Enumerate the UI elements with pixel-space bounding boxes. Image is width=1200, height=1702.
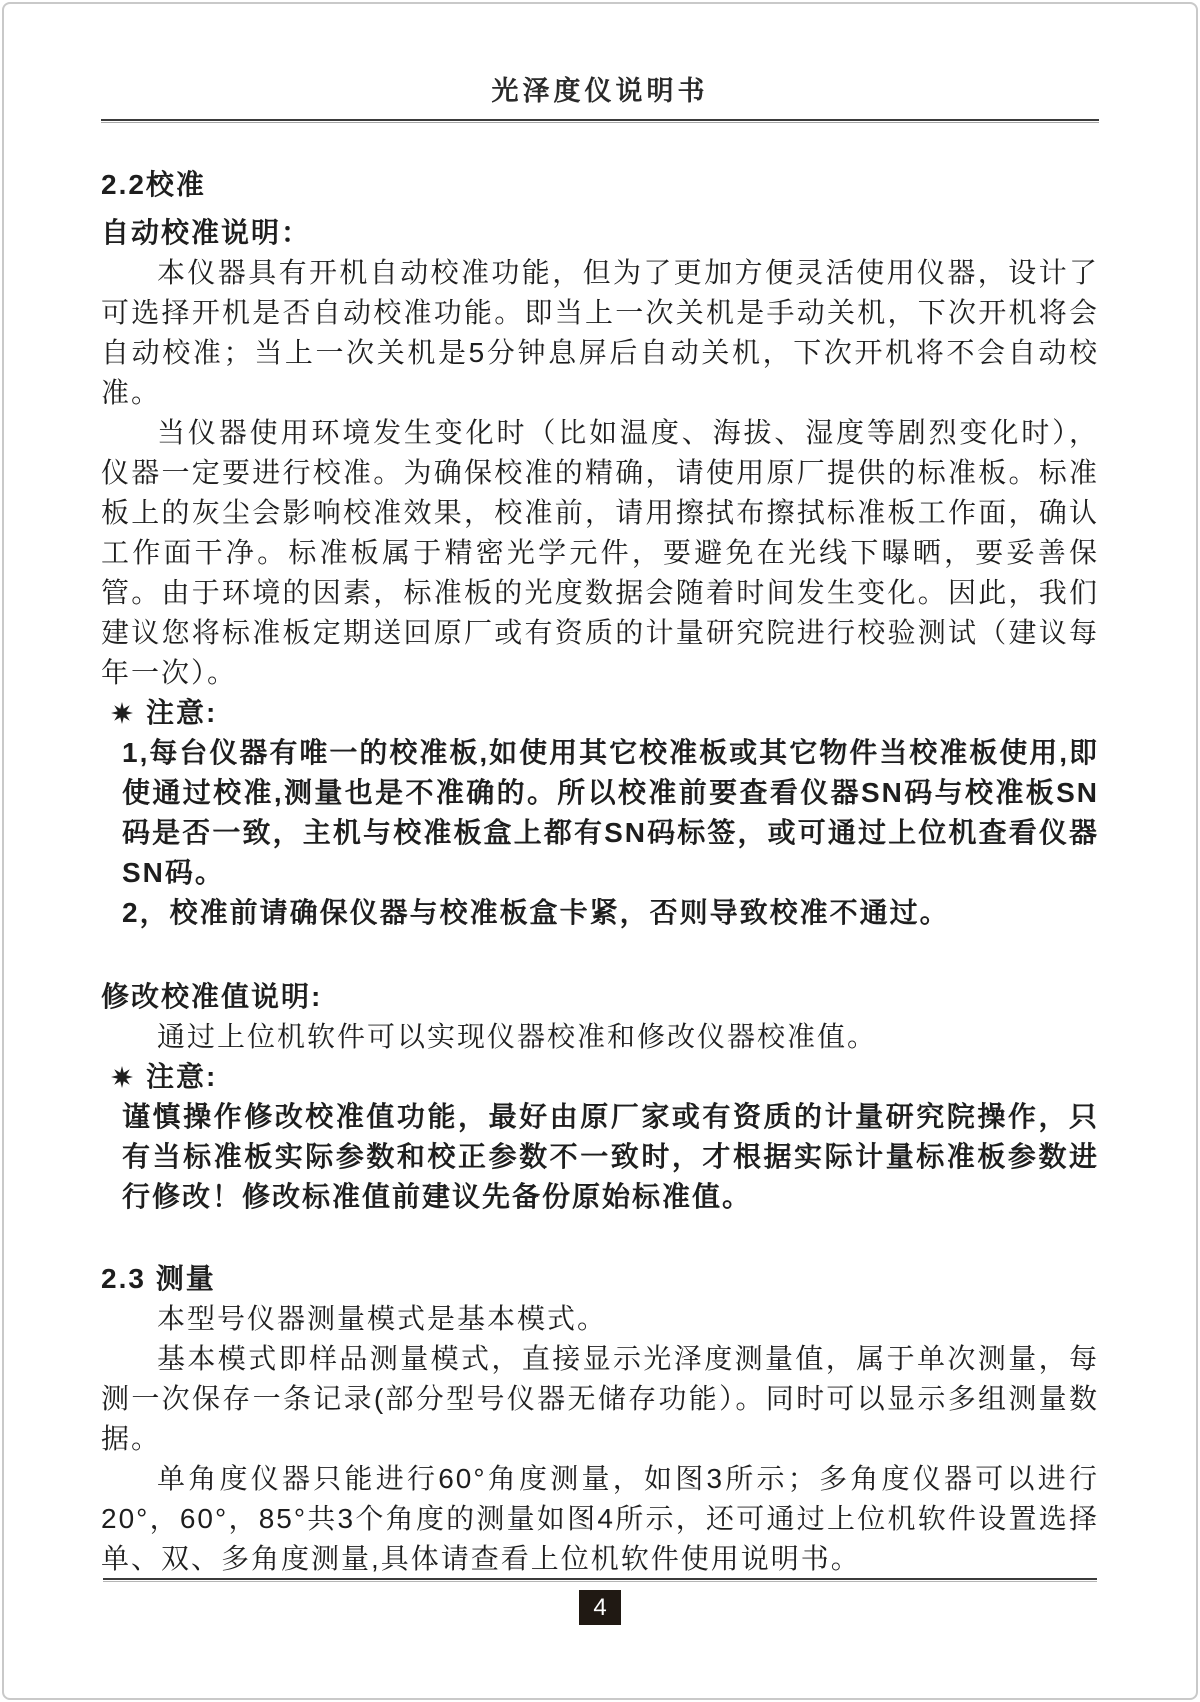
note-label: 注意:	[146, 1061, 218, 1092]
document-title: 光泽度仪说明书	[491, 76, 709, 106]
header-divider	[101, 119, 1099, 123]
measurement-paragraph-1: 本型号仪器测量模式是基本模式。	[157, 1303, 608, 1334]
section-heading-measurement: 2.3 测量	[101, 1263, 216, 1294]
modify-calibration-paragraph: 通过上位机软件可以实现仪器校准和修改仪器校准值。	[157, 1021, 878, 1052]
section-heading-calibration: 2.2校准	[101, 169, 206, 200]
eight-point-star-icon	[111, 702, 133, 724]
note-body: 谨慎操作修改校准值功能，最好由原厂家或有资质的计量研究院操作，只有当标准板实际参数和校正参数不一致时，才根据实际计量标准板参数进行修改！修改标准值前建议先备份原始标准值。	[122, 1101, 1099, 1212]
note-item-1: 1,每台仪器有唯一的校准板,如使用其它校准板或其它物件当校准板使用,即使通过校准,测量也是不准确的。所以校准前要查看仪器SN码与校准板SN码是否一致，主机与校准板盒上都有SN码标签，或可通过上位机查看仪器SN码。	[122, 737, 1099, 888]
measurement-paragraph-3: 单角度仪器只能进行60°角度测量，如图3所示；多角度仪器可以进行20°，60°，85°共3个角度的测量如图4所示，还可通过上位机软件设置选择单、双、多角度测量,具体请查看上位机软件使用说明书。	[101, 1463, 1099, 1574]
note-label: 注意:	[146, 697, 218, 728]
note-header	[101, 693, 1099, 733]
auto-calibration-paragraph-1: 本仪器具有开机自动校准功能，但为了更加方便灵活使用仪器，设计了可选择开机是否自动校准功能。即当上一次关机是手动关机，下次开机将会自动校准；当上一次关机是5分钟息屏后自动关机，下次开机将不会自动校准。	[101, 257, 1099, 408]
calibration-note-block	[101, 693, 1099, 933]
page-number-badge: 4	[579, 1590, 621, 1625]
footer-divider	[103, 1578, 1097, 1582]
auto-calibration-paragraph-2: 当仪器使用环境发生变化时（比如温度、海拔、湿度等剧烈变化时），仪器一定要进行校准。为确保校准的精确，请使用原厂提供的标准板。标准板上的灰尘会影响校准效果，校准前，请用擦拭布擦拭标准板工作面，确认工作面干净。标准板属于精密光学元件，要避免在光线下曝晒，要妥善保管。由于环境的因素，标准板的光度数据会随着时间发生变化。因此，我们建议您将标准板定期送回原厂或有资质的计量研究院进行校验测试（建议每年一次）。	[101, 417, 1099, 688]
note-item-2: 2，校准前请确保仪器与校准板盒卡紧，否则导致校准不通过。	[122, 897, 950, 928]
modify-note-block	[101, 1057, 1099, 1217]
note-header	[101, 1057, 1099, 1097]
modify-calibration-subheading: 修改校准值说明:	[101, 981, 323, 1012]
measurement-paragraph-2: 基本模式即样品测量模式，直接显示光泽度测量值，属于单次测量，每测一次保存一条记录(部分型号仪器无储存功能）。同时可以显示多组测量数据。	[101, 1343, 1099, 1454]
eight-point-star-icon	[111, 1066, 133, 1088]
page-content	[101, 4, 1099, 1579]
auto-calibration-subheading: 自动校准说明：	[101, 217, 312, 248]
manual-page	[2, 2, 1198, 1700]
